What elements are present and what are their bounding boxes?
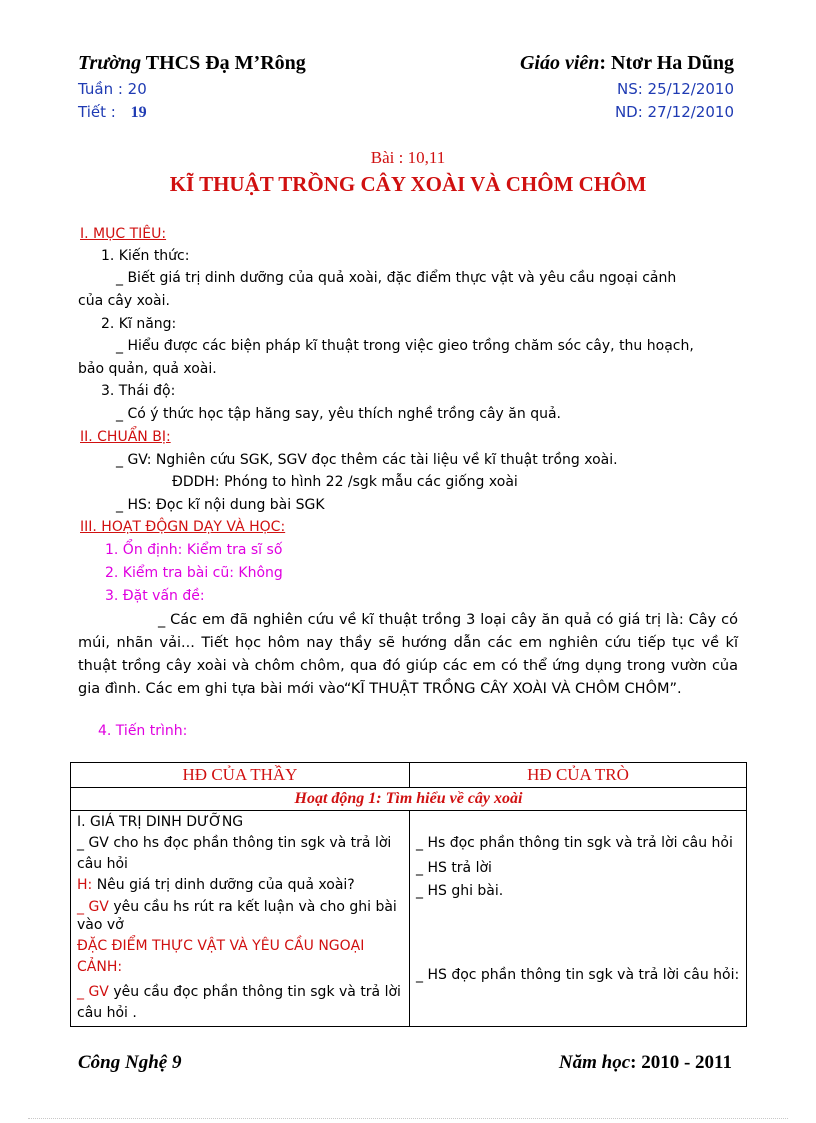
question-label: H: [77,877,93,893]
knowledge-text: _ Biết giá trị dinh dưỡng của quả xoài, đặc điểm thực vật và yêu cầu ngoại cảnh [116,270,677,286]
school-line [78,52,306,75]
year-value: : 2010 - 2011 [630,1052,732,1073]
gv-text: yêu cầu hs rút ra kết luận và cho ghi bài vào vở [77,899,397,933]
skills-text: _ Hiểu được các biện pháp kĩ thuật trong việc gieo trồng chăm sóc cây, thu hoạch, [116,338,694,354]
objectives-heading: I. MỤC TIÊU: [80,226,167,242]
question-text: Nêu giá trị dinh dưỡng của quả xoài? [92,877,355,893]
attitude-text: _ Có ý thức học tập hăng say, yêu thích nghề trồng cây ăn quả. [116,406,561,422]
teacher-activities-cell [71,811,410,1027]
activity-step-3: 3. Đặt vấn đề: [105,588,205,604]
table-row [71,811,747,1027]
lesson-plan-table [70,762,747,1027]
lesson-number: Bài : 10,11 [370,148,446,167]
period-label: Tiết : [78,103,116,121]
school-name: THCS Đạ M’Rông [145,52,306,74]
teacher-column-header: HĐ CỦA THẦY [71,763,410,788]
table-header-row [71,763,747,788]
period-line [78,103,147,122]
activity-title-row [71,788,747,811]
student-line-2: _ HS trả lời [416,860,492,876]
activity-1-title: Hoạt động 1: Tìm hiểu về cây xoài [71,788,747,811]
preparation-teacher: _ GV: Nghiên cứu SGK, SGV đọc thêm các tài liệu về kĩ thuật trồng xoài. [116,452,618,468]
preparation-heading: II. CHUẨN BỊ: [80,429,171,445]
activity-step-4: 4. Tiến trình: [98,723,188,739]
teacher-line-4 [77,982,403,1024]
nutrition-section: I. GIÁ TRỊ DINH DƯỠNG [77,814,244,830]
teacher-label: Giáo viên [519,52,600,74]
lesson-title: KĨ THUẬT TRỒNG CÂY XOÀI VÀ CHÔM CHÔM [169,172,647,196]
skills-heading: 2. Kĩ năng: [101,316,177,332]
subject-text: Công Nghệ 9 [78,1052,182,1073]
activity-step-2: 2. Kiểm tra bài cũ: Không [105,565,283,581]
nd-date: ND: 27/12/2010 [614,103,734,121]
student-activities-cell [410,811,747,1027]
gv-mark-2: _ GV [77,984,109,1000]
plant-section: ĐẶC ĐIỂM THỰC VẬT VÀ YÊU CẦU NGOẠI CẢNH: [77,938,365,975]
knowledge-heading: 1. Kiến thức: [101,248,190,264]
teacher-line [520,52,734,75]
preparation-aids: ĐDDH: Phóng to hình 22 /sgk mẫu các giống xoài [172,474,518,490]
school-label: Trường [78,52,142,74]
week-label: Tuần : 20 [78,80,147,98]
footer-divider [28,1118,788,1119]
year-label: Năm học [558,1052,631,1073]
student-line-1: _ Hs đọc phần thông tin sgk và trả lời câu hỏi [416,835,733,851]
question-line [77,875,403,896]
activities-heading: III. HOẠT ĐỘGN DẠY VÀ HỌC: [80,519,286,535]
teacher-name: : Ntơr Ha Dũng [599,52,734,74]
footer-subject [78,1052,181,1074]
teacher-line-1: _ GV cho hs đọc phần thông tin sgk và trả lời câu hỏi [77,835,392,872]
knowledge-text-2: của cây xoài. [78,293,170,309]
student-line-4: _ HS đọc phần thông tin sgk và trả lời câu hỏi: [416,967,740,983]
teacher-line-3 [77,898,403,934]
preparation-students: _ HS: Đọc kĩ nội dung bài SGK [116,497,325,513]
skills-text-2: bảo quản, quả xoài. [78,361,217,377]
activity-step-1: 1. Ổn định: Kiểm tra sĩ số [105,542,283,558]
student-line-3: _ HS ghi bài. [416,883,504,899]
gv-mark: _ GV [77,899,109,915]
attitude-heading: 3. Thái độ: [101,383,176,399]
ns-date: NS: 25/12/2010 [616,80,734,98]
period-value: 19 [130,104,147,121]
intro-paragraph: _ Các em đã nghiên cứu về kĩ thuật trồng 3 loại cây ăn quả có giá trị là: Cây có múi, nhãn vải... Tiết học hôm nay thầy sẽ hướng dẫn các em nghiên cứu tiếp tục về kĩ thuật trồng cây xoài và chôm chôm, qua đó giúp các em có thể ứng dụng trong vườn của gia đình. Các em ghi tựa bài mới vào“KĨ THUẬT TRỒNG CÂY XOÀI VÀ CHÔM CHÔM”. [78,612,738,697]
gv-text-2: yêu cầu đọc phần thông tin sgk và trả lời câu hỏi . [77,984,401,1021]
student-column-header: HĐ CỦA TRÒ [410,763,747,788]
footer-year [559,1052,732,1074]
